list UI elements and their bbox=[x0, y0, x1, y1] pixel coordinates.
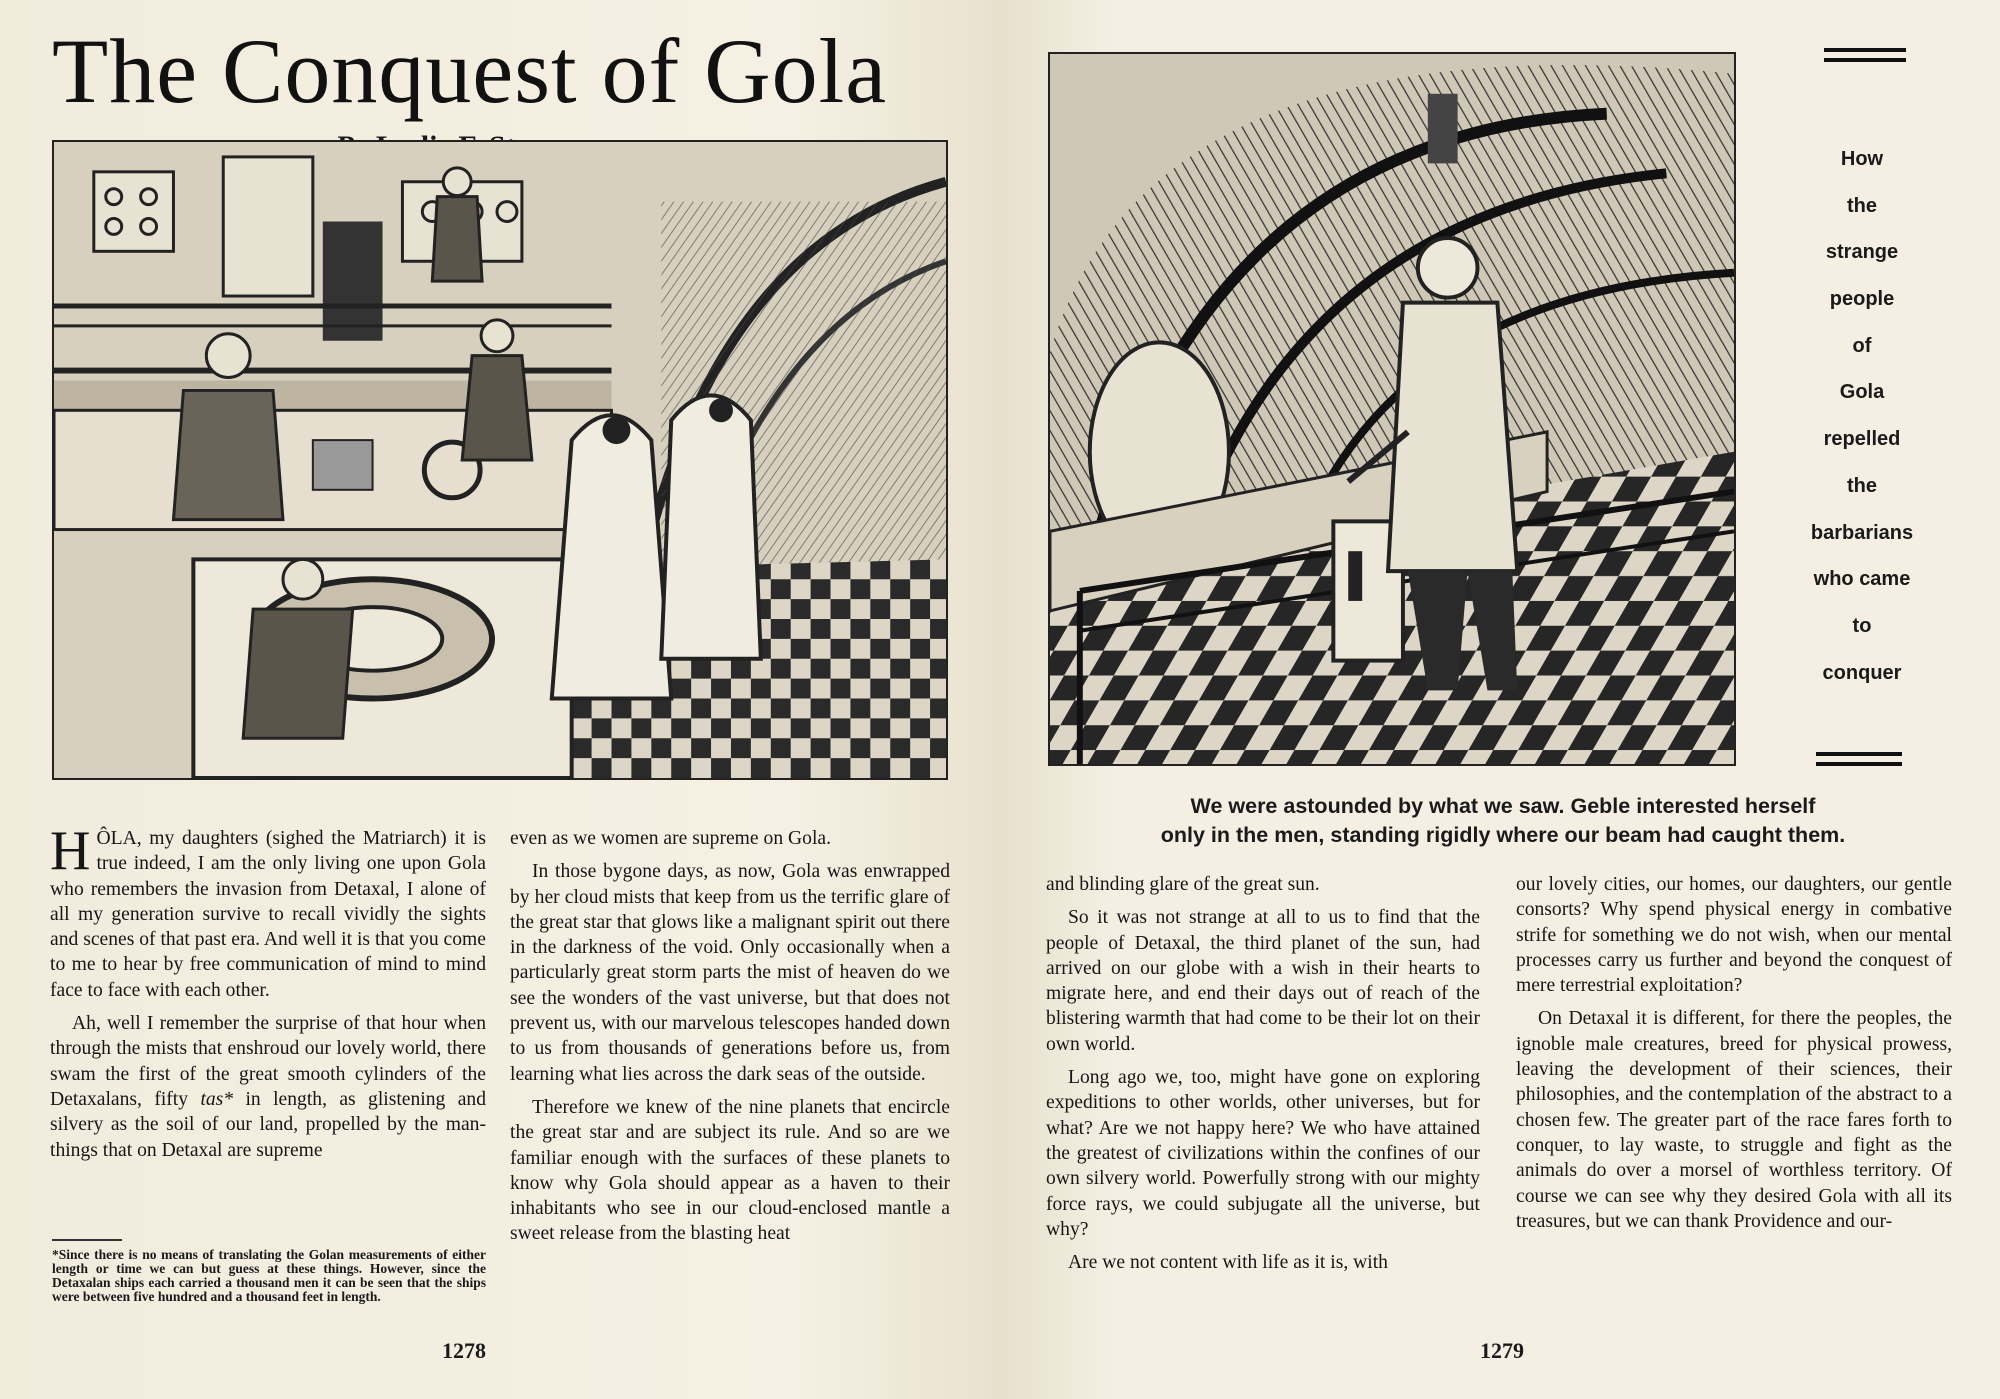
footnote-rule bbox=[52, 1239, 122, 1241]
control-room-illustration bbox=[52, 140, 948, 780]
top-ornament-rule bbox=[1824, 48, 1906, 68]
teaser-line: conquer bbox=[1822, 661, 1902, 684]
teaser-line: Gola bbox=[1839, 381, 1885, 404]
tas-footnote-ref: tas* bbox=[200, 1088, 234, 1110]
teaser-line: the bbox=[1847, 474, 1877, 497]
teaser-line: who came bbox=[1813, 568, 1911, 591]
right-column-1 bbox=[1046, 872, 1480, 1275]
left-page bbox=[0, 0, 992, 1399]
paragraph: Ah, well I remember the surprise of that hour when through the mists that enshroud our lovely world, there swam the first of the great smooth cylinders of the Detaxalans, fifty tas* in length, as glistening and silvery as the soil of our land, propelled by the man-things that on Detaxal are supreme bbox=[50, 1013, 486, 1161]
caption-line-1: We were astounded by what we saw. Geble interested herself bbox=[1190, 794, 1816, 818]
story-title: The Conquest of Gola bbox=[52, 20, 888, 122]
paragraph: and blinding glare of the great sun. bbox=[1046, 874, 1320, 895]
paragraph: In those bygone days, as now, Gola was enwrapped by her cloud mists that keep from us the terrific glare of the great star that glows like a malignant spirit out there in the darkness of the void. Only occasionally when a particularly great storm parts the mist of heaven do we see the wonders of the vast universe, but that does not prevent us, with our marvelous telescopes handed down to us from thousands of generations before us, from learning what lies across the dark seas of the outside. bbox=[510, 861, 950, 1085]
teaser-line: people bbox=[1829, 288, 1895, 311]
tunnel-illustration bbox=[1048, 52, 1736, 766]
caption-line-2: only in the men, standing rigidly where our beam had caught them. bbox=[1160, 823, 1846, 847]
teaser-line: to bbox=[1852, 614, 1872, 637]
drop-cap: H bbox=[50, 820, 91, 882]
teaser-line: repelled bbox=[1823, 428, 1901, 451]
right-column-2 bbox=[1516, 872, 1952, 1234]
teaser-line: strange bbox=[1825, 241, 1899, 264]
paragraph: even as we women are supreme on Gola. bbox=[510, 828, 832, 849]
left-column-1 bbox=[50, 820, 486, 1163]
teaser-line: of bbox=[1852, 334, 1872, 357]
paragraph: our lovely cities, our homes, our daughters, our gentle consorts? Why spend physical energy in combative strife for something we do not wish, when our mental processes carry us further and beyond the conquest of mere terrestrial exploitation? bbox=[1516, 874, 1952, 997]
teaser-line: the bbox=[1847, 194, 1877, 217]
paragraph: On Detaxal it is different, for there the peoples, the ignoble male creatures, breed for physical prowess, leaving the development of their sciences, their philosophies, and the contemplation of the abstract to a chosen few. The greater part of the race fares forth to conquer, to lay waste, to struggle and fight as the animals do over a morsel of worthless territory. Of course we can see why they desired Gola with all its treasures, but we can thank Providence and our- bbox=[1516, 1008, 1952, 1232]
teaser-line: How bbox=[1840, 148, 1884, 170]
opening-paragraph: HÔLA, my daughters (sighed the Matriarch) it is true indeed, I am the only living one upon Gola who remembers the invasion from Detaxal, I alone of all my generation survive to recall vividly the sights and scenes of that past era. And well it is that you come to me to hear by free communication of mind to mind face to face with each other. bbox=[50, 820, 486, 1001]
paragraph: Therefore we knew of the nine planets that encircle the great star and are subject its rule. And so are we familiar enough with the surfaces of these planets to know why Gola should appear as a haven to their inhabitants who see in our cloud-enclosed mantle a sweet release from the blasting heat bbox=[510, 1096, 950, 1245]
paragraph: Are we not content with life as it is, with bbox=[1068, 1252, 1388, 1274]
teaser-line: barbarians bbox=[1810, 521, 1914, 544]
left-column-2 bbox=[510, 826, 950, 1247]
page-number-left: 1278 bbox=[442, 1338, 486, 1363]
story-teaser bbox=[1800, 136, 1924, 696]
illustration-caption bbox=[1098, 792, 1908, 850]
bottom-ornament-rule bbox=[1816, 752, 1902, 772]
page-number-right: 1279 bbox=[1480, 1338, 1524, 1363]
footnote: *Since there is no means of translating the Golan measurements of either length or time we can but guess at these things. However, since the Detaxalan ships each carried a thousand men it can be seen that the ships were between five hundred and a thousand feet in length. bbox=[52, 1247, 486, 1304]
paragraph: So it was not strange at all to us to find that the people of Detaxal, the third planet of the sun, had arrived on our globe with a wish in their hearts to migrate here, and end their days out of reach of the blistering warmth that had come to be their lot on their own world. bbox=[1046, 907, 1480, 1055]
paragraph: Long ago we, too, might have gone on exploring expeditions to other worlds, other universes, but for what? Are we not happy here? We who have attained the greatest of civilizations within the confines of our own silvery world. Powerfully strong with our mighty force rays, we could subjugate all the universe, but why? bbox=[1046, 1067, 1480, 1240]
